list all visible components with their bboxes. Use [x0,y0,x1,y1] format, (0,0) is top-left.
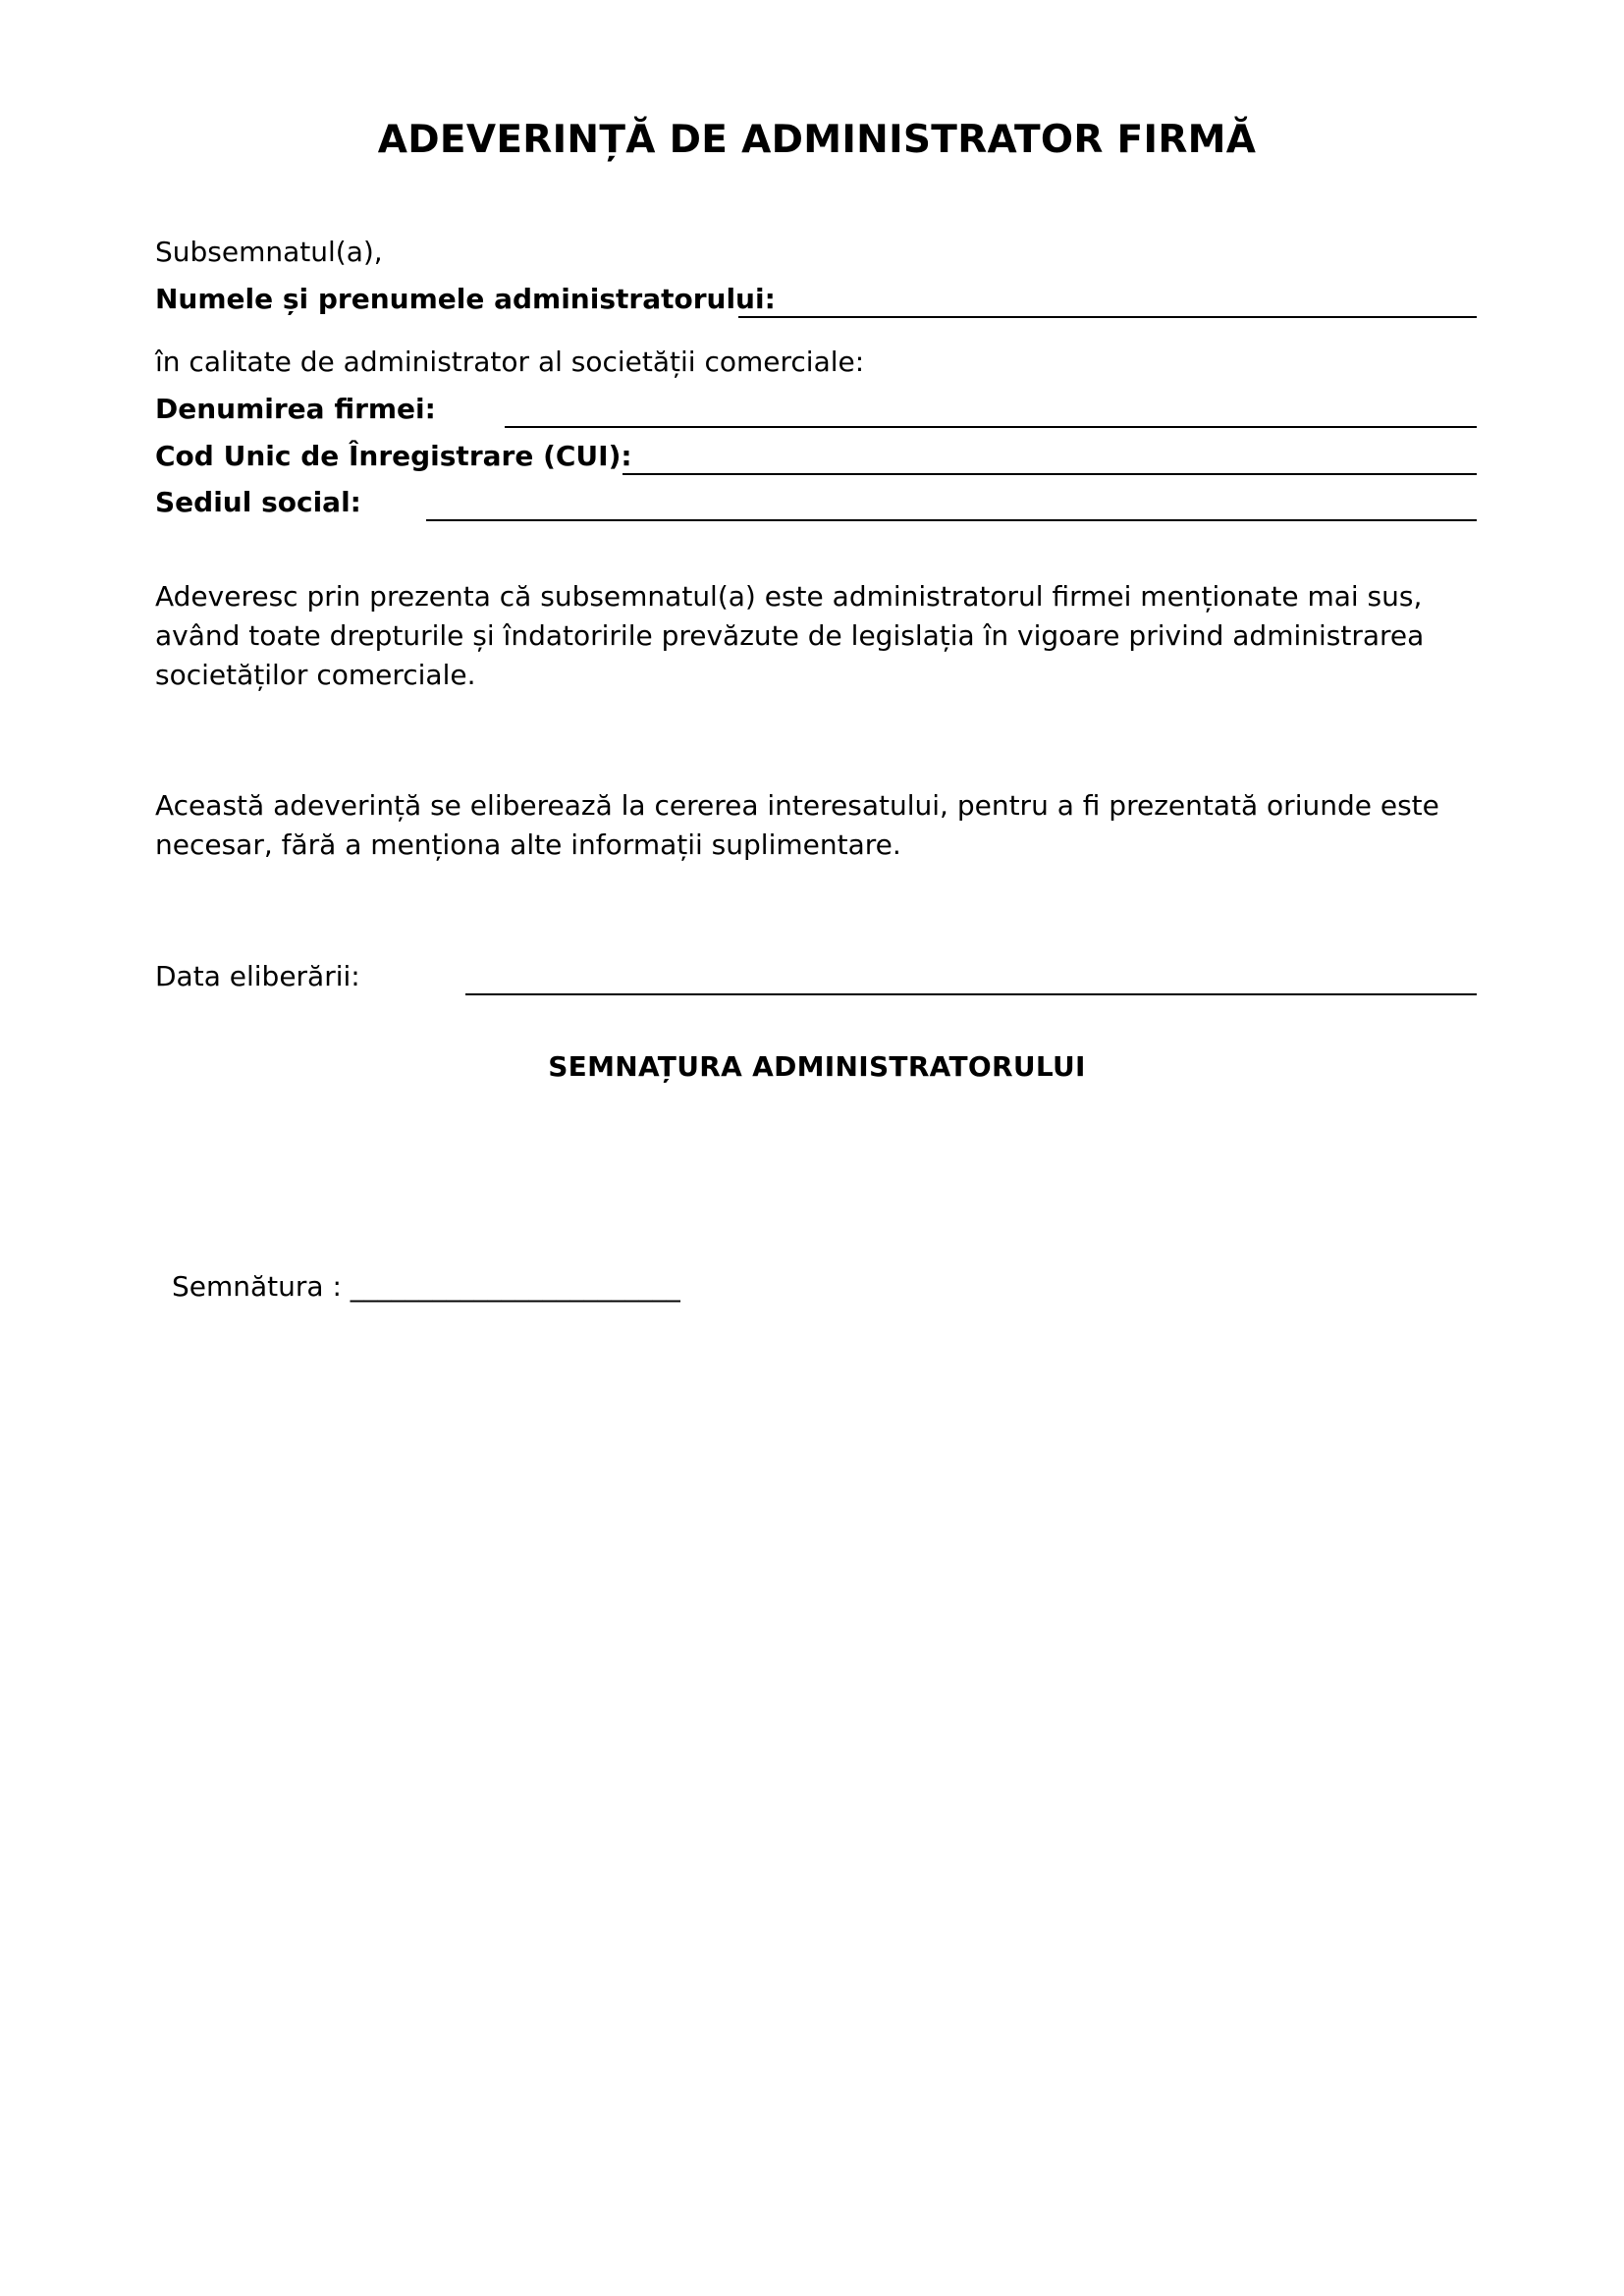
issue-date-label: Data eliberării: [155,960,360,992]
paragraph-line: necesar, fără a menționa alte informații suplimentare. [155,828,901,861]
document-title: ADEVERINȚĂ DE ADMINISTRATOR FIRMĂ [377,118,1257,162]
issue-date-field-line[interactable] [465,993,1477,995]
admin-name-field-line[interactable] [738,316,1477,318]
headquarters-label: Sediul social: [155,486,361,518]
admin-name-label: Numele și prenumele administratorului: [155,283,776,315]
paragraph-line: având toate drepturile și îndatoririle prevăzute de legislația în vigoare privind administrarea [155,619,1425,652]
paragraph-line: Această adeverință se eliberează la cererea interesatului, pentru a fi prezentată oriunde este [155,789,1439,822]
capacity-text: în calitate de administrator al societății comerciale: [155,346,865,378]
company-name-field-line[interactable] [505,426,1477,428]
headquarters-field-line[interactable] [426,519,1477,521]
paragraph-line: societăților comerciale. [155,659,476,691]
intro-text: Subsemnatul(a), [155,236,383,268]
signature-heading: SEMNAȚURA ADMINISTRATORULUI [548,1050,1086,1083]
attestation-paragraph [155,577,1490,695]
paragraph-line: Adeveresc prin prezenta că subsemnatul(a) este administratorul firmei menționate mai sus, [155,580,1423,613]
purpose-paragraph [155,786,1490,865]
signature-line[interactable]: Semnătura : ________________________ [172,1270,680,1303]
cui-field-line[interactable] [623,473,1477,475]
cui-label: Cod Unic de Înregistrare (CUI): [155,440,632,472]
company-name-label: Denumirea firmei: [155,393,436,425]
